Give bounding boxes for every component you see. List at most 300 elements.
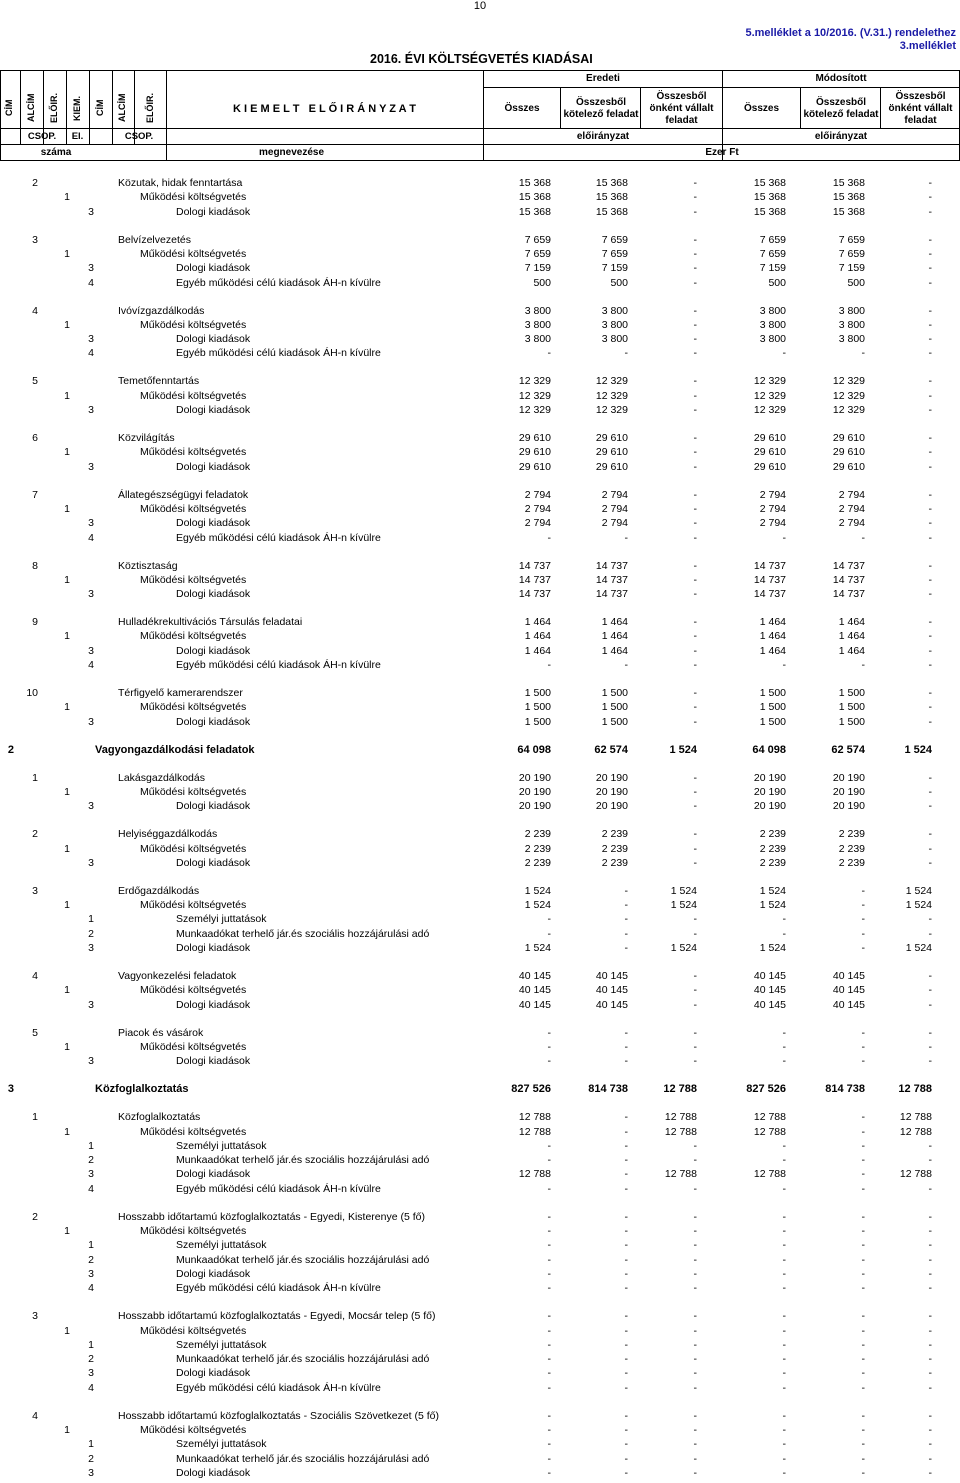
row-value: -: [928, 785, 932, 798]
row-value: -: [547, 1452, 551, 1465]
row-value: -: [693, 559, 697, 572]
row-value: 14 737: [832, 559, 865, 572]
row-value: 1 524: [670, 899, 697, 912]
row-value: 814 738: [588, 1083, 628, 1096]
row-value: -: [928, 1424, 932, 1436]
col-cim-2: CÍM: [95, 99, 105, 117]
row-value: -: [861, 1381, 865, 1394]
row-value: 14 737: [595, 588, 628, 601]
row-value: 7 159: [838, 262, 865, 275]
row-value: -: [928, 233, 932, 246]
row-value: -: [547, 1282, 551, 1295]
row-value: -: [861, 1026, 865, 1039]
row-value: -: [547, 1055, 551, 1068]
orig-voluntary-label: Összesből önként vállalt feladat: [649, 91, 714, 126]
row-name: Személyi juttatások: [176, 1338, 267, 1351]
row-value: 1 524: [759, 884, 786, 897]
row-code: 2: [88, 1154, 94, 1167]
row-value: -: [693, 998, 697, 1011]
row-value: 1 524: [524, 884, 551, 897]
row-value: -: [547, 531, 551, 544]
row-value: 12 329: [518, 389, 551, 402]
row-code: 1: [88, 913, 94, 926]
row-name: Egyéb működési célú kiadások ÁH-n kívülre: [176, 659, 381, 671]
row-value: 2 239: [601, 828, 628, 841]
row-value: -: [624, 1040, 628, 1053]
row-name: Dologi kiadások: [176, 1168, 251, 1181]
row-value: 14 737: [753, 573, 786, 586]
row-value: 12 788: [518, 1168, 551, 1181]
row-value: -: [547, 1438, 551, 1451]
row-value: -: [861, 1225, 865, 1237]
row-value: -: [693, 1381, 697, 1394]
row-name: Dologi kiadások: [176, 644, 251, 657]
row-value: -: [861, 659, 865, 671]
row-value: -: [861, 1324, 865, 1337]
table-row: [0, 488, 960, 502]
row-value: 14 737: [595, 573, 628, 586]
table-row: [0, 573, 960, 587]
row-name: Temetőfenntartás: [118, 375, 200, 388]
row-name: Köztisztaság: [118, 559, 178, 572]
row-name: Dologi kiadások: [176, 588, 251, 601]
row-value: -: [624, 1438, 628, 1451]
row-value: -: [928, 1338, 932, 1351]
row-value: -: [782, 1324, 786, 1337]
table-row: [0, 1054, 960, 1068]
row-value: 20 190: [753, 771, 786, 784]
row-name: Vagyonkezelési feladatok: [118, 970, 237, 982]
row-value: -: [782, 1239, 786, 1252]
row-value: -: [693, 517, 697, 530]
col-kiem: KIEM.: [72, 95, 82, 121]
row-value: -: [928, 276, 932, 289]
row-value: 1 464: [601, 616, 628, 629]
row-value: -: [861, 1111, 865, 1124]
row-value: -: [928, 375, 932, 388]
row-value: 29 610: [518, 432, 551, 444]
row-value: -: [624, 1338, 628, 1351]
row-name: Működési költségvetés: [140, 630, 247, 643]
row-value: 2 239: [838, 842, 865, 855]
row-value: 3 800: [601, 318, 628, 331]
row-value: 29 610: [595, 460, 628, 473]
row-name: Hulladékrekultivációs Társulás feladatai: [118, 616, 303, 629]
row-value: -: [693, 970, 697, 982]
row-value: 20 190: [595, 800, 628, 813]
table-row: [0, 1452, 960, 1466]
row-code: 1: [88, 1139, 94, 1152]
row-value: 14 737: [753, 588, 786, 601]
row-value: -: [782, 1210, 786, 1223]
row-name: Munkaadókat terhelő jár.és szociális hozzájárulási adó: [176, 1353, 430, 1366]
row-value: -: [693, 927, 697, 940]
row-value: -: [928, 502, 932, 515]
orig-total-label: Összes: [504, 103, 540, 114]
table-row: [0, 1125, 960, 1139]
page-number: 10: [473, 0, 487, 12]
row-value: 3 800: [838, 333, 865, 346]
row-code: 2: [88, 1253, 94, 1266]
row-value: 1 524: [524, 899, 551, 912]
row-value: -: [547, 1353, 551, 1366]
row-name: Dologi kiadások: [176, 460, 251, 473]
row-value: -: [693, 856, 697, 869]
row-value: -: [928, 191, 932, 204]
row-value: -: [782, 1338, 786, 1351]
row-value: 62 574: [831, 743, 865, 756]
row-value: -: [782, 1353, 786, 1366]
row-value: 12 329: [518, 404, 551, 416]
row-value: -: [782, 1409, 786, 1422]
row-value: 12 788: [664, 1125, 697, 1138]
row-name: Közvilágítás: [118, 432, 175, 444]
table-row: [0, 1324, 960, 1338]
row-value: -: [624, 531, 628, 544]
row-value: -: [861, 1282, 865, 1295]
table-row: [0, 531, 960, 545]
row-name: Dologi kiadások: [176, 1267, 251, 1280]
row-value: -: [693, 375, 697, 388]
table-row: [0, 927, 960, 941]
row-value: 15 368: [518, 177, 551, 189]
row-value: -: [624, 1381, 628, 1394]
row-value: -: [782, 927, 786, 940]
row-value: -: [928, 1409, 932, 1422]
row-value: -: [861, 1466, 865, 1479]
row-value: -: [928, 573, 932, 586]
row-value: -: [693, 304, 697, 317]
row-value: 3 800: [524, 304, 551, 317]
row-value: 3 800: [759, 333, 786, 346]
row-code: 3: [88, 800, 94, 813]
row-value: -: [928, 701, 932, 714]
row-value: -: [861, 913, 865, 926]
row-name: Hosszabb időtartamú közfoglalkoztatás - Egyedi, Mocsár telep (5 fő): [118, 1310, 436, 1323]
row-value: 2 794: [838, 517, 865, 530]
table-row: [0, 205, 960, 219]
row-value: -: [624, 913, 628, 926]
row-code: 4: [88, 1182, 94, 1195]
row-value: -: [861, 531, 865, 544]
table-row: [0, 629, 960, 643]
row-name: Működési költségvetés: [140, 1424, 247, 1436]
table-row: [0, 332, 960, 346]
row-value: -: [693, 785, 697, 798]
row-value: -: [861, 1338, 865, 1351]
table-row: [0, 1139, 960, 1153]
row-value: -: [928, 247, 932, 260]
row-value: -: [782, 1154, 786, 1167]
row-value: -: [928, 347, 932, 360]
row-value: -: [928, 1353, 932, 1366]
row-value: -: [693, 1055, 697, 1068]
row-value: -: [693, 531, 697, 544]
row-code: 1: [64, 1225, 70, 1237]
row-value: -: [547, 1324, 551, 1337]
row-value: 7 159: [759, 262, 786, 275]
row-value: -: [928, 1324, 932, 1337]
row-value: 2 794: [759, 502, 786, 515]
row-value: -: [928, 1367, 932, 1380]
row-code: 1: [64, 899, 70, 912]
row-name: Működési költségvetés: [140, 389, 247, 402]
row-value: -: [547, 1466, 551, 1479]
szama-label: száma: [40, 147, 72, 158]
row-value: -: [693, 177, 697, 189]
row-code: 3: [88, 715, 94, 728]
table-row: [0, 686, 960, 700]
csop-label-2: CSOP.: [124, 131, 154, 142]
row-value: 40 145: [518, 970, 551, 982]
row-value: -: [693, 488, 697, 501]
row-value: 2 239: [838, 828, 865, 841]
row-value: 1 524: [904, 743, 932, 756]
row-value: 2 239: [759, 842, 786, 855]
row-value: 3 800: [601, 333, 628, 346]
row-value: -: [861, 1409, 865, 1422]
annex-reference: 5.melléklet a 10/2016. (V.31.) rendelethez: [745, 27, 956, 39]
row-code: 2: [88, 927, 94, 940]
table-row: [0, 912, 960, 926]
table-row: [0, 1026, 960, 1040]
row-value: 12 788: [753, 1125, 786, 1138]
table-row: [0, 516, 960, 530]
row-code: 1: [64, 1324, 70, 1337]
row-value: 15 368: [753, 177, 786, 189]
row-name: Egyéb működési célú kiadások ÁH-n kívülre: [176, 347, 381, 360]
row-value: 2 239: [524, 842, 551, 855]
row-name: Térfigyelő kamerarendszer: [118, 687, 243, 699]
row-value: 12 329: [832, 375, 865, 388]
table-row: [0, 771, 960, 785]
table-row: [0, 941, 960, 955]
row-value: -: [693, 1324, 697, 1337]
mod-total-label: Összes: [743, 103, 780, 114]
row-name: Működési költségvetés: [140, 984, 247, 997]
row-value: -: [693, 389, 697, 402]
table-row: [0, 233, 960, 247]
row-value: -: [547, 927, 551, 940]
row-value: -: [928, 644, 932, 657]
row-value: 1 524: [905, 899, 932, 912]
row-value: 12 788: [518, 1125, 551, 1138]
row-value: -: [624, 1353, 628, 1366]
row-name: Közfoglalkoztatás: [118, 1111, 201, 1124]
row-name: Működési költségvetés: [140, 842, 247, 855]
row-value: -: [693, 247, 697, 260]
row-name: Hosszabb időtartamú közfoglalkoztatás - Egyedi, Kisterenye (5 fő): [118, 1210, 425, 1223]
table-header: [0, 70, 960, 161]
row-value: 15 368: [832, 205, 865, 218]
row-value: -: [782, 1381, 786, 1394]
row-value: 15 368: [753, 205, 786, 218]
row-value: 20 190: [518, 785, 551, 798]
row-code: 4: [88, 1381, 94, 1394]
row-value: -: [693, 984, 697, 997]
table-row: [0, 431, 960, 445]
row-name: Személyi juttatások: [176, 913, 267, 926]
table-row: [0, 190, 960, 204]
row-value: 20 190: [832, 785, 865, 798]
row-value: 14 737: [832, 573, 865, 586]
row-value: 12 788: [663, 1083, 697, 1096]
row-code: 2: [32, 177, 38, 189]
row-value: -: [693, 333, 697, 346]
row-value: 1 464: [759, 630, 786, 643]
row-value: -: [693, 1154, 697, 1167]
row-code: 1: [64, 389, 70, 402]
row-value: -: [782, 1182, 786, 1195]
row-code: 3: [32, 1310, 38, 1323]
row-value: -: [928, 998, 932, 1011]
row-value: -: [624, 1225, 628, 1237]
table-row: [0, 1281, 960, 1295]
table-row: [0, 1082, 960, 1096]
row-value: 3 800: [838, 318, 865, 331]
row-value: 29 610: [753, 446, 786, 459]
row-name: Működési költségvetés: [140, 1225, 247, 1237]
row-name: Működési költségvetés: [140, 1040, 247, 1053]
table-row: [0, 403, 960, 417]
table-row: [0, 1267, 960, 1281]
table-row: [0, 856, 960, 870]
row-value: -: [928, 630, 932, 643]
row-code: 3: [32, 233, 38, 246]
row-value: -: [782, 1367, 786, 1380]
row-value: -: [928, 1154, 932, 1167]
row-value: -: [928, 446, 932, 459]
row-value: 20 190: [595, 771, 628, 784]
row-name: Munkaadókat terhelő jár.és szociális hozzájárulási adó: [176, 927, 430, 940]
row-value: 2 239: [524, 828, 551, 841]
col-eloir: ELŐIR.: [49, 93, 59, 124]
row-value: -: [928, 1182, 932, 1195]
row-name: Dologi kiadások: [176, 800, 251, 813]
row-value: 15 368: [518, 191, 551, 204]
row-code: 3: [88, 998, 94, 1011]
row-name: Hosszabb időtartamú közfoglalkoztatás - Szociális Szövetkezet (5 fő): [118, 1409, 439, 1422]
row-code: 3: [88, 262, 94, 275]
mod-voluntary-label: Összesből önként vállalt feladat: [888, 91, 953, 126]
table-row: [0, 983, 960, 997]
row-name: Munkaadókat terhelő jár.és szociális hozzájárulási adó: [176, 1154, 430, 1167]
row-value: 1 464: [524, 644, 551, 657]
row-value: 15 368: [832, 177, 865, 189]
row-value: 1 464: [838, 616, 865, 629]
row-name: Működési költségvetés: [140, 247, 247, 260]
row-value: 14 737: [518, 559, 551, 572]
row-value: -: [693, 205, 697, 218]
row-value: -: [861, 1210, 865, 1223]
row-value: 40 145: [832, 984, 865, 997]
table-row: [0, 884, 960, 898]
row-value: -: [861, 1139, 865, 1152]
row-name: Vagyongazdálkodási feladatok: [95, 743, 255, 756]
row-value: 2 239: [524, 856, 551, 869]
row-value: 12 329: [753, 389, 786, 402]
row-value: 12 329: [753, 404, 786, 416]
row-value: 3 800: [524, 318, 551, 331]
row-value: -: [782, 1466, 786, 1479]
row-value: -: [861, 1267, 865, 1280]
row-code: 3: [88, 333, 94, 346]
row-value: -: [624, 1310, 628, 1323]
table-row: [0, 842, 960, 856]
row-value: -: [861, 884, 865, 897]
row-value: -: [928, 1466, 932, 1479]
row-code: 3: [88, 1267, 94, 1280]
table-row: [0, 587, 960, 601]
row-code: 4: [88, 659, 94, 671]
row-value: -: [861, 347, 865, 360]
row-value: 29 610: [753, 460, 786, 473]
row-value: -: [547, 1253, 551, 1266]
row-value: 1 500: [524, 687, 551, 699]
row-name: Egyéb működési célú kiadások ÁH-n kívülre: [176, 1182, 381, 1195]
table-row: [0, 304, 960, 318]
row-value: 29 610: [595, 432, 628, 444]
row-name: Dologi kiadások: [176, 333, 251, 346]
row-value: 12 329: [518, 375, 551, 388]
row-value: -: [861, 1154, 865, 1167]
row-name: Dologi kiadások: [176, 262, 251, 275]
row-value: -: [928, 616, 932, 629]
table-row: [0, 1466, 960, 1480]
row-value: -: [624, 1210, 628, 1223]
row-value: -: [547, 1040, 551, 1053]
row-value: 1 500: [838, 701, 865, 714]
row-value: 29 610: [832, 446, 865, 459]
row-value: -: [693, 771, 697, 784]
row-value: -: [693, 262, 697, 275]
row-code: 2: [7, 743, 14, 756]
row-code: 1: [64, 984, 70, 997]
table-row: [0, 1381, 960, 1395]
row-value: 40 145: [595, 970, 628, 982]
row-value: -: [693, 502, 697, 515]
row-value: -: [693, 1466, 697, 1479]
orig-appropriation-label: előirányzat: [576, 131, 630, 142]
row-value: -: [624, 1466, 628, 1479]
row-value: -: [782, 913, 786, 926]
row-name: Személyi juttatások: [176, 1239, 267, 1252]
col-alcim-2: ALCÍM: [117, 93, 127, 123]
row-value: -: [928, 1239, 932, 1252]
row-value: -: [547, 1424, 551, 1436]
row-name: Munkaadókat terhelő jár.és szociális hozzájárulási adó: [176, 1452, 430, 1465]
row-code: 1: [88, 1338, 94, 1351]
row-value: -: [782, 1139, 786, 1152]
row-value: -: [928, 333, 932, 346]
row-code: 8: [32, 559, 38, 572]
row-value: 1 464: [759, 644, 786, 657]
row-value: -: [861, 1424, 865, 1436]
row-value: 3 800: [524, 333, 551, 346]
row-value: -: [693, 1026, 697, 1039]
row-code: 2: [88, 1452, 94, 1465]
row-value: -: [693, 828, 697, 841]
row-value: 1 464: [838, 630, 865, 643]
row-value: -: [861, 1125, 865, 1138]
table-row: [0, 1167, 960, 1181]
row-value: 20 190: [753, 800, 786, 813]
row-name: Dologi kiadások: [176, 715, 251, 728]
row-value: 1 464: [601, 644, 628, 657]
row-value: -: [624, 1239, 628, 1252]
row-value: 1 500: [601, 701, 628, 714]
row-value: -: [782, 1452, 786, 1465]
